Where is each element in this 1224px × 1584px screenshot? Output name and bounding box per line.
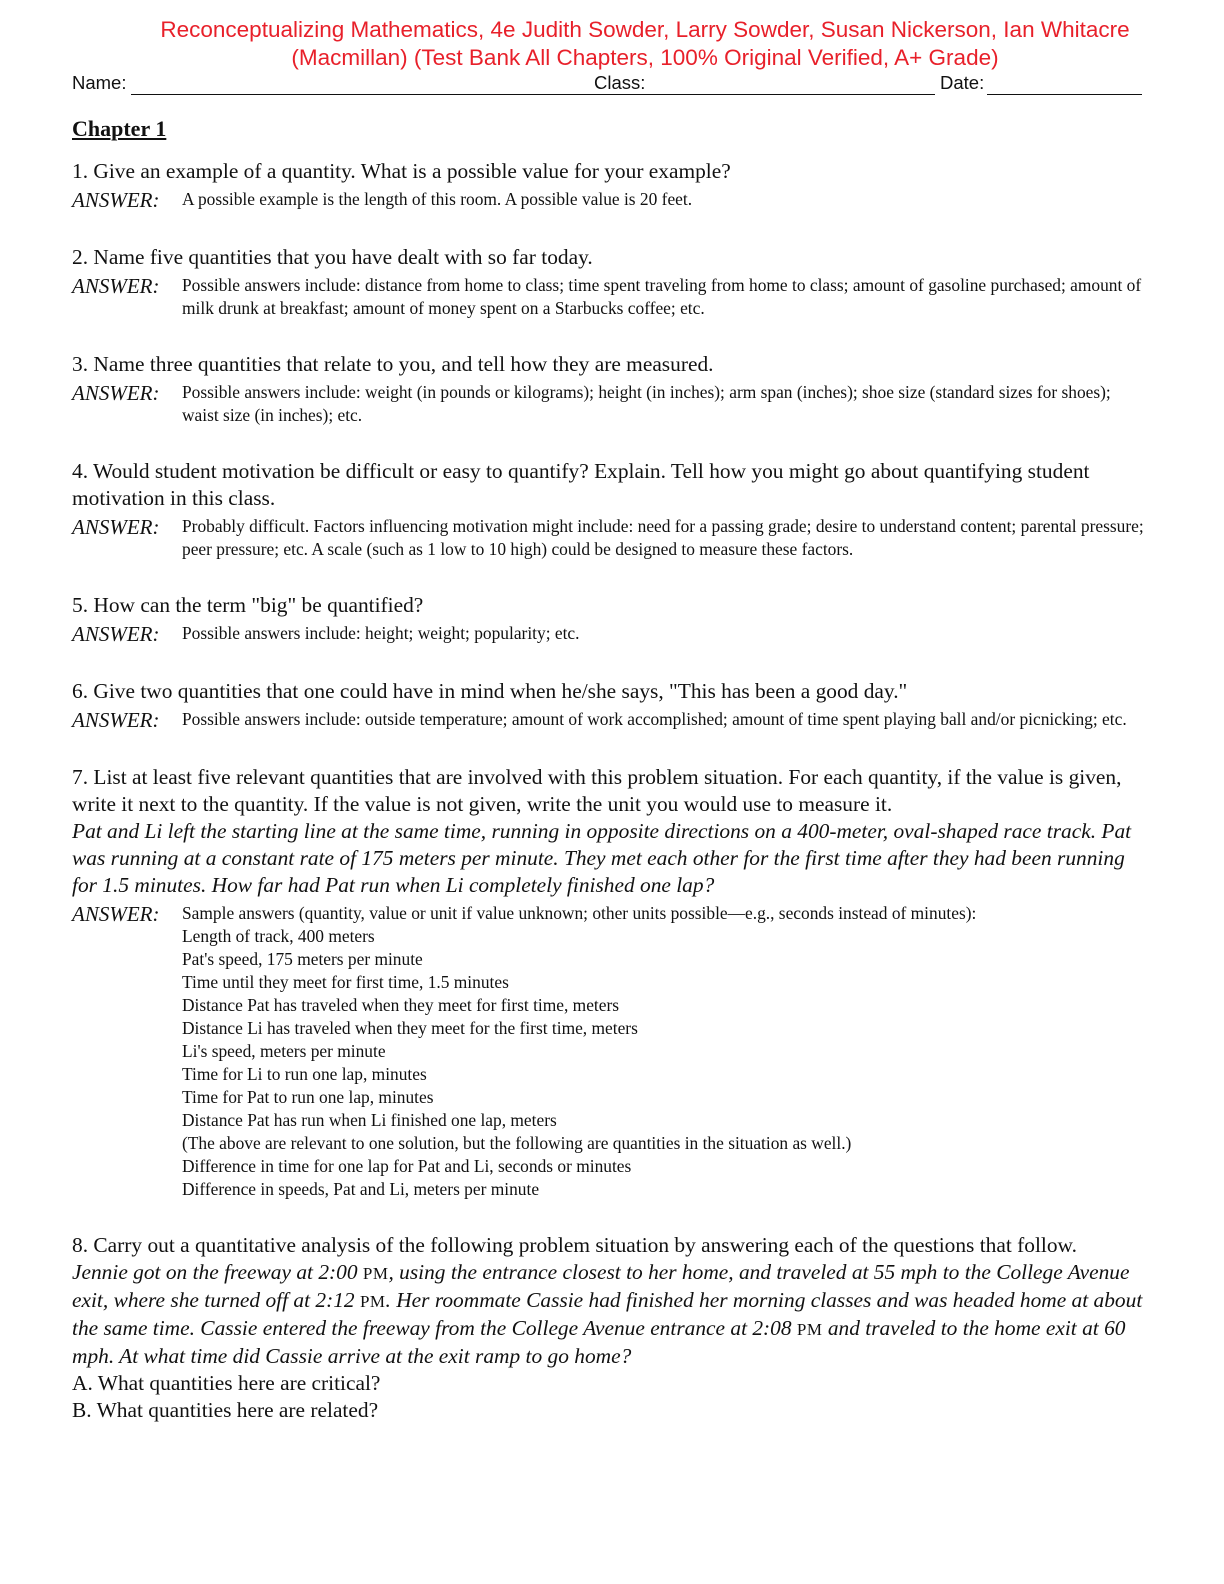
name-label: Name: — [72, 72, 127, 93]
answer — [72, 380, 1147, 427]
problem-scenario — [72, 1259, 1147, 1370]
answer — [72, 707, 1147, 733]
list-item: Li's speed, meters per minute — [182, 1041, 386, 1061]
scenario-text: , using the entrance closest to her home, and traveled at 55 mph to the College Avenue exit, where she turned off at 2:12 — [72, 1260, 1130, 1312]
question-5 — [72, 592, 1147, 647]
question-text: 4. Would student motivation be difficult or easy to quantify? Explain. Tell how you might go about quantifying student motivation in this class. — [72, 459, 1090, 510]
answer-label: ANSWER: — [72, 188, 160, 212]
date-field[interactable] — [987, 94, 1142, 95]
question-text: 7. List at least five relevant quantities that are involved with this problem situation. For each quantity, if the value is given, write it next to the quantity. If the value is not given, write the unit you would use to measure it. — [72, 765, 1122, 816]
answer-label: ANSWER: — [72, 622, 160, 646]
list-item: Distance Pat has run when Li finished one lap, meters — [182, 1110, 557, 1130]
scenario-text: and traveled to the home exit at 60 mph. At what time did Cassie arrive at the exit ramp to go home? — [72, 1316, 1126, 1368]
name-field[interactable] — [131, 94, 661, 95]
student-info-row — [72, 72, 1144, 98]
list-item: Time for Pat to run one lap, minutes — [182, 1087, 434, 1107]
answer — [72, 901, 1147, 1201]
answer — [72, 187, 1147, 213]
list-item: Difference in time for one lap for Pat and Li, seconds or minutes — [182, 1156, 632, 1176]
answer-label: ANSWER: — [72, 708, 160, 732]
answer-label: ANSWER: — [72, 274, 160, 298]
class-label: Class: — [594, 72, 646, 93]
question-list — [72, 158, 1147, 1455]
time-suffix: PM — [796, 1320, 823, 1339]
question-text: 1. Give an example of a quantity. What is a possible value for your example? — [72, 159, 731, 183]
list-item: Difference in speeds, Pat and Li, meters per minute — [182, 1179, 540, 1199]
scenario-text: Jennie got on the freeway at 2:00 — [72, 1260, 363, 1284]
answer-text: Possible answers include: outside temperature; amount of work accomplished; amount of time spent playing ball and/or picnicking; etc. — [182, 709, 1127, 729]
problem-scenario: Pat and Li left the starting line at the same time, running in opposite directions on a 400-meter, oval-shaped race track. Pat was running at a constant rate of 175 meters per minute. They met each other for the first time after they had been running for 1.5 minutes. How far had Pat run when Li completely finished one lap? — [72, 819, 1132, 897]
answer-list — [182, 925, 1147, 1201]
subquestion-b: B. What quantities here are related? — [72, 1398, 379, 1422]
question-8 — [72, 1232, 1147, 1424]
question-7 — [72, 764, 1147, 1201]
answer-text: A possible example is the length of this room. A possible value is 20 feet. — [182, 189, 693, 209]
list-item: Distance Pat has traveled when they meet for first time, meters — [182, 995, 620, 1015]
date-label: Date: — [940, 72, 985, 93]
list-item: Length of track, 400 meters — [182, 926, 375, 946]
question-text: 8. Carry out a quantitative analysis of the following problem situation by answering each of the questions that follow. — [72, 1233, 1077, 1257]
question-text: 6. Give two quantities that one could have in mind when he/she says, "This has been a good day." — [72, 679, 908, 703]
answer-text: Sample answers (quantity, value or unit if value unknown; other units possible—e.g., seconds instead of minutes): — [182, 903, 977, 923]
answer-label: ANSWER: — [72, 381, 160, 405]
banner-line-1: Reconceptualizing Mathematics, 4e Judith Sowder, Larry Sowder, Susan Nickerson, Ian Whitacre — [160, 17, 1130, 42]
answer — [72, 514, 1147, 561]
class-field[interactable] — [650, 94, 935, 95]
list-item: Time for Li to run one lap, minutes — [182, 1064, 427, 1084]
banner-line-2: (Macmillan) (Test Bank All Chapters, 100% Original Verified, A+ Grade) — [291, 45, 999, 70]
answer — [72, 621, 1147, 647]
chapter-title: Chapter 1 — [72, 116, 167, 141]
answer — [72, 273, 1147, 320]
question-4 — [72, 458, 1147, 561]
question-3 — [72, 351, 1147, 427]
list-item: Time until they meet for first time, 1.5 minutes — [182, 972, 509, 992]
answer-text: Possible answers include: weight (in pounds or kilograms); height (in inches); arm span (inches); shoe size (standard sizes for shoes); waist size (in inches); etc. — [182, 382, 1111, 425]
answer-text: Probably difficult. Factors influencing motivation might include: need for a passing grade; desire to understand content; parental pressure; peer pressure; etc. A scale (such as 1 low to 10 high) could be designed to measure these factors. — [182, 516, 1144, 559]
subquestion-a: A. What quantities here are critical? — [72, 1371, 381, 1395]
question-text: 5. How can the term "big" be quantified? — [72, 593, 424, 617]
question-text: 3. Name three quantities that relate to you, and tell how they are measured. — [72, 352, 714, 376]
answer-text: Possible answers include: distance from home to class; time spent traveling from home to class; amount of gasoline purchased; amount of milk drunk at breakfast; amount of money spent on a Starbucks coffee; etc. — [182, 275, 1142, 318]
list-item: Pat's speed, 175 meters per minute — [182, 949, 423, 969]
answer-label: ANSWER: — [72, 515, 160, 539]
list-item: (The above are relevant to one solution, but the following are quantities in the situation as well.) — [182, 1133, 852, 1153]
question-2 — [72, 244, 1147, 320]
time-suffix: PM — [359, 1292, 386, 1311]
question-text: 2. Name five quantities that you have dealt with so far today. — [72, 245, 593, 269]
list-item: Distance Li has traveled when they meet for the first time, meters — [182, 1018, 638, 1038]
question-6 — [72, 678, 1147, 733]
scenario-text: . Her roommate Cassie had finished her morning classes and was headed home at about the same time. Cassie entered the freeway from the College Avenue entrance at 2:08 — [72, 1288, 1143, 1340]
time-suffix: PM — [362, 1264, 389, 1283]
source-banner — [110, 16, 1180, 72]
answer-text: Possible answers include: height; weight; popularity; etc. — [182, 623, 580, 643]
answer-label: ANSWER: — [72, 902, 160, 926]
question-1 — [72, 158, 1147, 213]
